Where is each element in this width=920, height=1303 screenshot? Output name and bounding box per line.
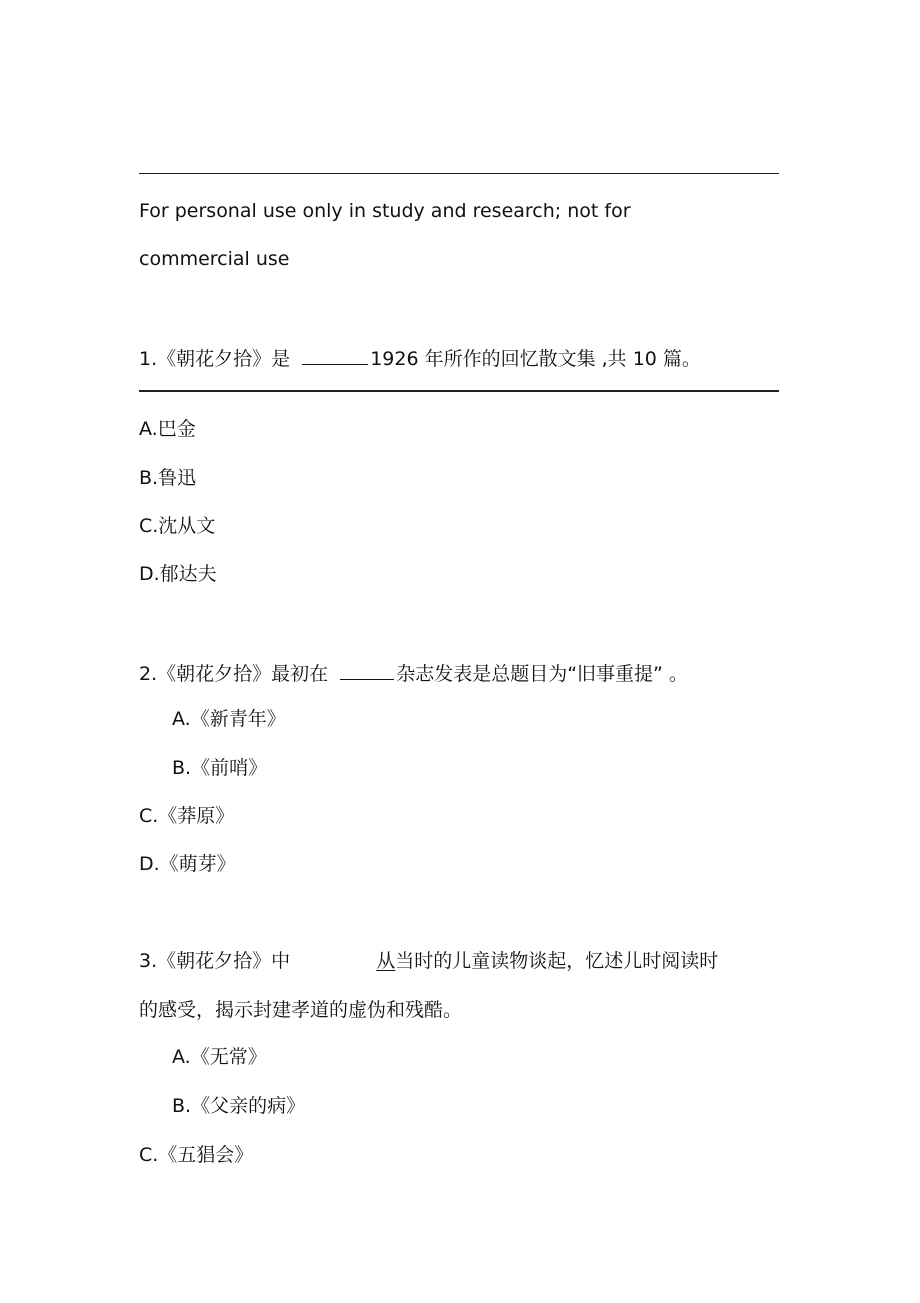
q2-option-c: C.《莽原》 — [139, 805, 235, 827]
question-3-prefix: 3.《朝花夕拾》中 — [139, 950, 291, 972]
q1-option-b: B.鲁迅 — [139, 467, 197, 489]
question-2-prefix: 2.《朝花夕拾》最初在 — [139, 663, 329, 685]
question-1-rule — [139, 390, 779, 392]
question-3-rest: 当时的儿童读物谈起，忆述儿时阅读时 — [395, 950, 719, 972]
question-1-suffix: 1926 年所作的回忆散文集 ,共 10 篇。 — [370, 348, 701, 370]
q2-option-a: A.《新青年》 — [172, 708, 286, 730]
q1-option-d: D.郁达夫 — [139, 563, 217, 585]
question-1-prefix: 1.《朝花夕拾》是 — [139, 348, 291, 370]
q3-option-a: A.《无常》 — [172, 1046, 267, 1068]
question-2 — [139, 662, 688, 684]
q2-option-b: B.《前哨》 — [172, 757, 268, 779]
q1-option-a: A.巴金 — [139, 418, 196, 440]
question-2-blank — [340, 662, 394, 680]
q3-option-c: C.《五猖会》 — [139, 1144, 254, 1166]
question-3-line-2: 的感受，揭示封建孝道的虚伪和残酷。 — [139, 999, 463, 1021]
question-3-underlined: 从 — [376, 950, 396, 972]
question-1-blank — [302, 347, 368, 365]
q2-option-d: D.《萌芽》 — [139, 853, 236, 875]
question-1 — [139, 347, 701, 369]
question-3 — [139, 952, 718, 971]
top-rule — [139, 173, 779, 174]
notice-line-1: For personal use only in study and research; not for — [139, 200, 631, 222]
notice-line-2: commercial use — [139, 248, 290, 270]
q1-option-c: C.沈从文 — [139, 515, 216, 537]
question-2-suffix: 杂志发表是总题目为“旧事重提” 。 — [396, 663, 688, 685]
q3-option-b: B.《父亲的病》 — [172, 1095, 306, 1117]
